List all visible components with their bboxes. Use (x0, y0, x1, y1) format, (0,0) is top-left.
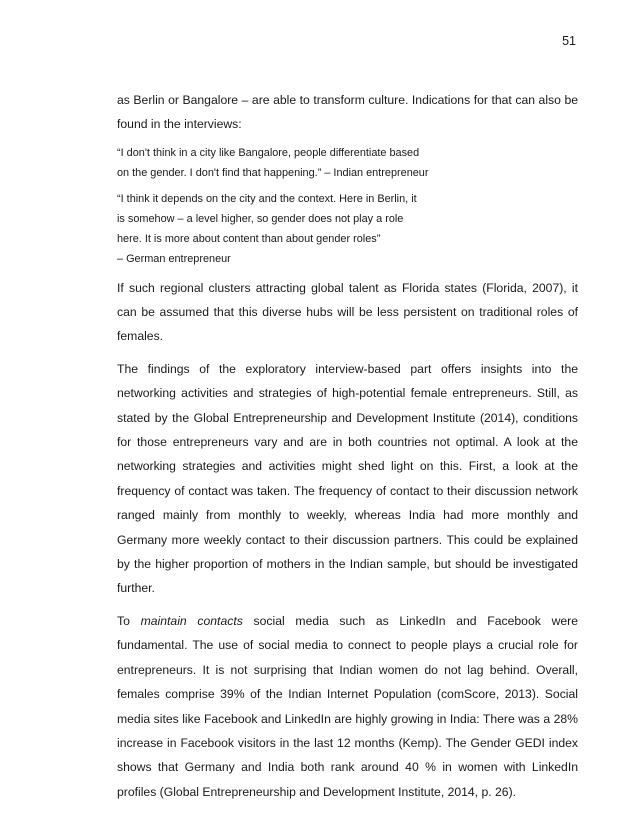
paragraph-findings: The findings of the exploratory interview-based part offers insights into the networking activities and strategies of high-potential female entrepreneurs. Still, as stated by the Global Entrepreneurship and Development Institute (2014), conditions for those entrepreneurs vary and are in both countries not optimal. A look at the networking strategies and activities might shed light on this. First, a look at the frequency of contact was taken. The frequency of contact to their discussion network ranged mainly from monthly to weekly, whereas India had more monthly and Germany more weekly contact to their discussion partners. This could be explained by the higher proportion of mothers in the Indian sample, but should be investigated further. (117, 361, 578, 596)
intro-paragraph: as Berlin or Bangalore – are able to transform culture. Indications for that can also be found in the interviews: (117, 93, 578, 132)
quote-line: here. It is more about content than about gender roles” (117, 233, 381, 245)
page-number: 51 (562, 34, 576, 48)
quote-line: – German entrepreneur (117, 252, 231, 265)
para3-rest: social media such as LinkedIn and Facebook were fundamental. The use of social media to connect to people plays a crucial role for entrepreneurs. It is not surprising that Indian women do not lag behind. Overall, females comprise 39% of the Indian Internet Population (comScore, 2013). Social media sites like Facebook and LinkedIn are highly growing in India: There was a 28% increase in Facebook visitors in the last 12 months (Kemp). The Gender GEDI index shows that Germany and India both rank around 40 % in women with LinkedIn profiles (Global Entrepreneurship and Development Institute, 2014, p. 26). (117, 613, 578, 799)
quote-german-entrepreneur (117, 190, 473, 269)
quote-line: “I think it depends on the city and the context. Here in Berlin, it (117, 193, 417, 206)
quote-line: on the gender. I don't find that happening.” – Indian entrepreneur (117, 166, 429, 179)
paragraph-regional-clusters: If such regional clusters attracting global talent as Florida states (Florida, 2007), it can be assumed that this diverse hubs will be less persistent on traditional roles of females. (117, 280, 578, 344)
para3-emphasis: maintain contacts (140, 613, 243, 628)
quote-line: is somehow – a level higher, so gender does not play a role (117, 213, 404, 226)
para3-prefix: To (117, 613, 141, 628)
quote-line: “I don't think in a city like Bangalore, people differentiate based (117, 146, 420, 159)
paragraph-social-media (117, 609, 578, 804)
page-body (117, 88, 578, 804)
quote-indian-entrepreneur (117, 144, 473, 184)
